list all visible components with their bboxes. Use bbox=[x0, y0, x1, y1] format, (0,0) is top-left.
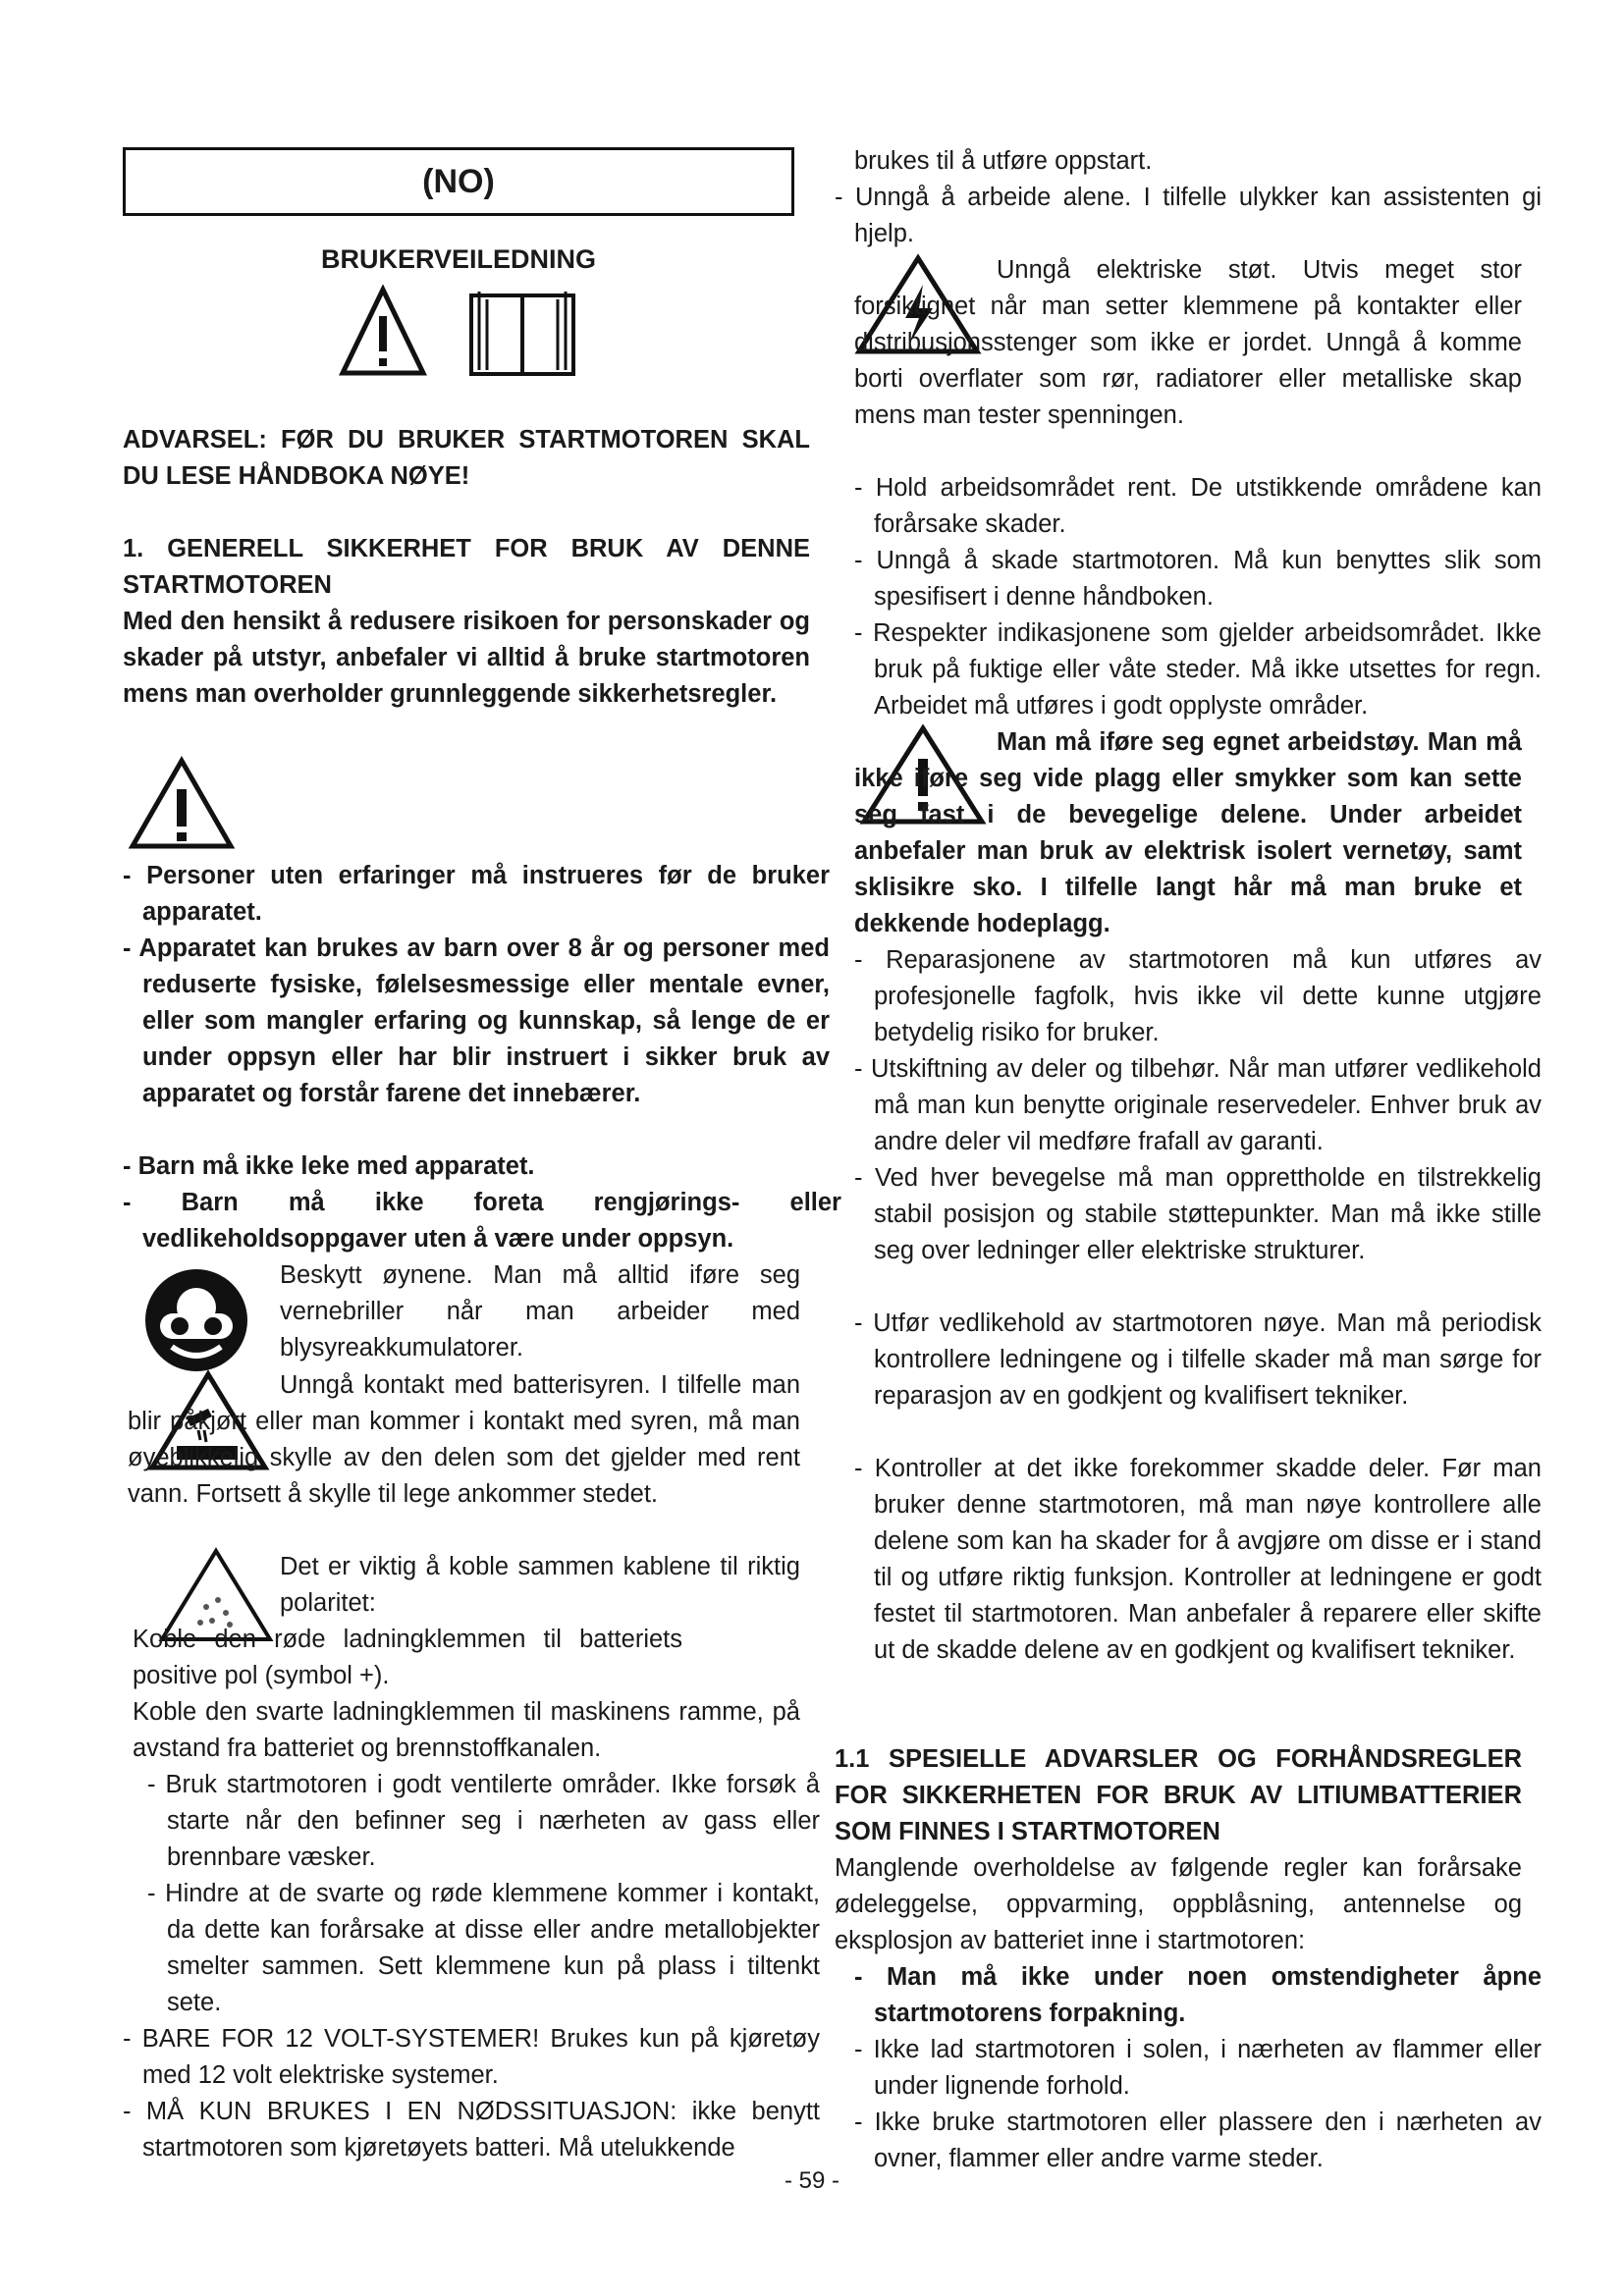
continued-text: brukes til å utføre oppstart. bbox=[854, 147, 1153, 175]
list-item: - Respekter indikasjonene som gjelder arbeidsområdet. Ikke bruk på fuktige eller våte steder. Må ikke utsettes for regn. Arbeidet må utføres i godt opplyste områder. bbox=[854, 619, 1542, 720]
list-item: - Personer uten erfaringer må instrueres før de bruker apparatet. bbox=[123, 862, 830, 926]
polarity-text: Det er viktig å koble sammen kablene til riktig polaritet: bbox=[280, 1553, 800, 1617]
goggles-text: Beskytt øynene. Man må alltid iføre seg vernebriller når man arbeider med blysyreakkumulatorer. bbox=[280, 1261, 800, 1362]
list-item: - Barn må ikke foreta rengjørings- eller vedlikeholdsoppgaver uten å være under oppsyn. bbox=[123, 1189, 841, 1253]
list-item: - BARE FOR 12 VOLT-SYSTEMER! Brukes kun på kjøretøy med 12 volt elektriske systemer. bbox=[123, 2025, 820, 2089]
list-item: - Man må ikke under noen omstendigheter åpne startmotorens forpakning. bbox=[854, 1963, 1542, 2027]
work-clothing-text: Man må iføre seg egnet arbeidstøy. Man må ikke iføre seg vide plagg eller smykker som kan sette seg fast i de bevegelige delene. Under arbeidet anbefaler man bruk av elektrisk isolert vernetøy, samt sklisikre sko. I tilfelle langt hår må man bruke et dekkende hodeplagg. bbox=[854, 728, 1522, 937]
polarity-black-clamp: Koble den svarte ladningklemmen til maskinens ramme, på avstand fra batteriet og brennstoffkanalen. bbox=[133, 1698, 800, 1762]
list-item: - Reparasjonene av startmotoren må kun utføres av profesjonelle fagfolk, hvis ikke vil dette kunne utgjøre betydelig risiko for bruker. bbox=[854, 946, 1542, 1046]
list-item: - Ikke lad startmotoren i solen, i nærheten av flammer eller under lignende forhold. bbox=[854, 2036, 1542, 2100]
read-manual-warning: ADVARSEL: FØR DU BRUKER STARTMOTOREN SKAL DU LESE HÅNDBOKA NØYE! bbox=[123, 426, 810, 490]
list-item: - MÅ KUN BRUKES I EN NØDSSITUASJON: ikke benytt startmotoren som kjøretøyets batteri. Må utelukkende bbox=[123, 2098, 820, 2162]
list-item: - Bruk startmotoren i godt ventilerte områder. Ikke forsøk å starte når den befinner seg i nærheten av gass eller brennbare væsker. bbox=[147, 1771, 820, 1871]
list-item: - Hold arbeidsområdet rent. De utstikkende områdene kan forårsake skader. bbox=[854, 474, 1542, 538]
list-item: - Unngå å skade startmotoren. Må kun benyttes slik som spesifisert i denne håndboken. bbox=[854, 547, 1542, 611]
list-item: - Apparatet kan brukes av barn over 8 år og personer med reduserte fysiske, følelsesmessige eller mentale evner, eller som mangler erfaring og kunnskap, så lenge de er under oppsyn eller har blir instruert i sikker bruk av apparatet og forstår farene det innebærer. bbox=[123, 934, 830, 1107]
manual-title: BRUKERVEILEDNING bbox=[320, 244, 597, 274]
section-1-title: 1. GENERELL SIKKERHET FOR BRUK AV DENNE STARTMOTOREN bbox=[123, 535, 810, 599]
list-item: - Unngå å arbeide alene. I tilfelle ulykker kan assistenten gi hjelp. bbox=[835, 184, 1542, 247]
warning-triangle-icon bbox=[339, 285, 427, 378]
warning-triangle-icon bbox=[128, 756, 236, 852]
list-item: - Kontroller at det ikke forekommer skadde deler. Før man bruker denne startmotoren, må man nøye kontrollere alle delene som kan ha skader for å avgjøre om disse er i stand til og utføre riktig funksjon. Kontroller at ledningene er godt festet til startmotoren. Man anbefaler å reparere eller skifte ut de skadde delene av en godkjent og kvalifisert tekniker. bbox=[854, 1455, 1542, 1664]
language-header: (NO) bbox=[123, 147, 794, 216]
list-item: - Hindre at de svarte og røde klemmene kommer i kontakt, da dette kan forårsake at disse eller andre metallobjekter smelter sammen. Sett klemmene kun på plass i tiltenkt sete. bbox=[147, 1880, 820, 2016]
page-number: - 59 - bbox=[784, 2167, 839, 2194]
list-item: - Utfør vedlikehold av startmotoren nøye. Man må periodisk kontrollere ledningene og i tilfelle skader må man sørge for reparasjon av en godkjent og kvalifisert tekniker. bbox=[854, 1309, 1542, 1410]
section-1-intro: Med den hensikt å redusere risikoen for personskader og skader på utstyr, anbefaler vi alltid å bruke startmotoren mens man overholder grunnleggende sikkerhetsregler. bbox=[123, 608, 810, 708]
list-item: - Utskiftning av deler og tilbehør. Når man utfører vedlikehold må man kun benytte originale reservedeler. Enhver bruk av andre deler vil medføre frafall av garanti. bbox=[854, 1055, 1542, 1155]
list-item: - Barn må ikke leke med apparatet. bbox=[123, 1152, 535, 1180]
list-item: - Ved hver bevegelse må man opprettholde en tilstrekkelig stabil posisjon og stabile støttepunkter. Man må ikke stille seg over ledninger eller elektriske strukturer. bbox=[854, 1164, 1542, 1264]
safety-goggles-icon bbox=[142, 1266, 250, 1374]
acid-text: Unngå kontakt med batterisyren. I tilfelle man blir påkjørt eller man kommer i kontakt med syren, må man øyeblikkelig skylle av den delen som det gjelder med rent vann. Fortsett å skylle til lege ankommer stedet. bbox=[128, 1371, 800, 1508]
section-1-1-title: 1.1 SPESIELLE ADVARSLER OG FORHÅNDSREGLER FOR SIKKERHETEN FOR BRUK AV LITIUMBATTERIER SOM FINNES I STARTMOTOREN bbox=[835, 1745, 1522, 1845]
polarity-red-clamp: Koble den røde ladningklemmen til batteriets positive pol (symbol +). bbox=[133, 1626, 682, 1689]
section-1-1-intro: Manglende overholdelse av følgende regler kan forårsake ødeleggelse, oppvarming, oppblåsning, antennelse og eksplosjon av batteriet inne i startmotoren: bbox=[835, 1854, 1522, 1954]
manual-book-icon bbox=[463, 288, 581, 378]
list-item: - Ikke bruke startmotoren eller plassere den i nærheten av ovner, flammer eller andre varme steder. bbox=[854, 2109, 1542, 2172]
electric-shock-text: Unngå elektriske støt. Utvis meget stor forsiktighet når man setter klemmene på kontakter eller distribusjonsstenger som ikke er jordet. Unngå å komme borti overflater som rør, radiatorer eller metalliske skap mens man tester spenningen. bbox=[854, 256, 1522, 429]
